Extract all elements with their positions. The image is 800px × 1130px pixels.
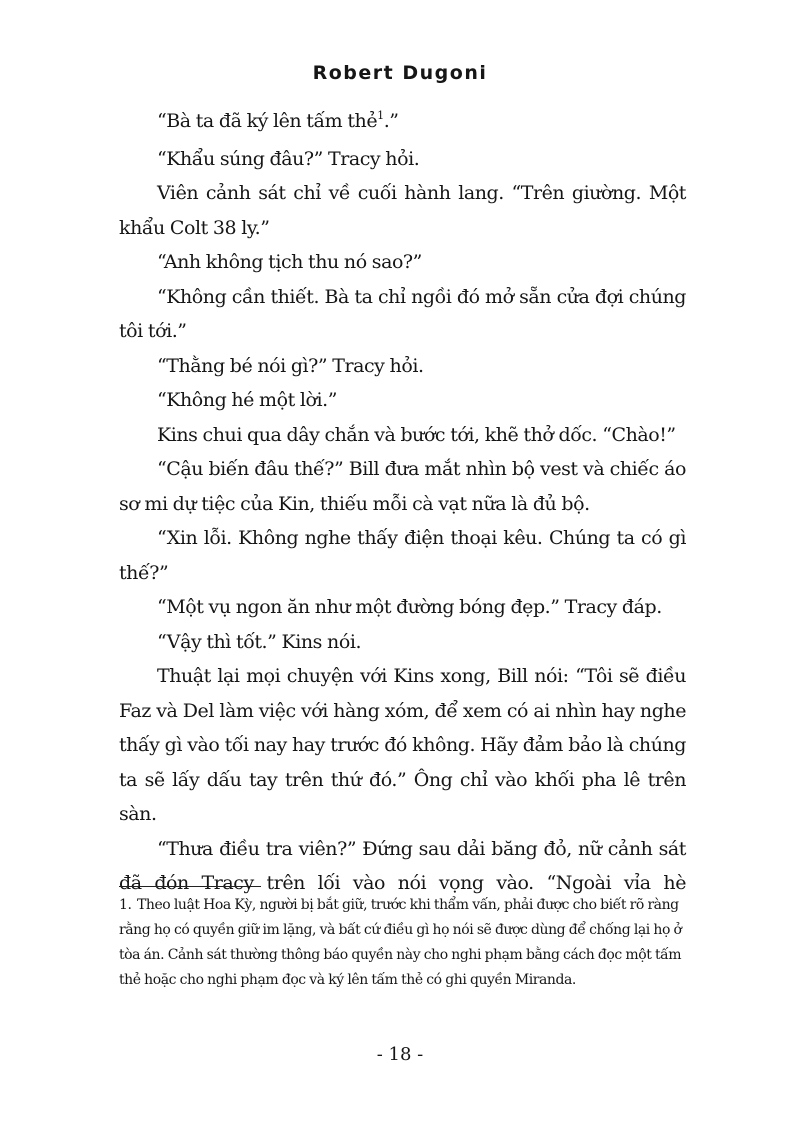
paragraph-1-closing: .”	[383, 110, 399, 132]
paragraph-2: “Khẩu súng đâu?” Tracy hỏi.	[157, 147, 420, 170]
footnote-number: 1.	[119, 897, 132, 913]
body-text	[119, 104, 686, 901]
paragraph-8: Kins chui qua dây chắn và bước tới, khẽ thở dốc. “Chào!”	[157, 423, 676, 446]
paragraph-13: Thuật lại mọi chuyện với Kins xong, Bill nói: “Tôi sẽ điều Faz và Del làm việc với hàng xóm, để xem có ai nhìn hay nghe thấy gì vào tối nay hay trước đó không. Hãy đảm bảo là chúng ta sẽ lấy dấu tay trên thứ đó.” Ông chỉ vào khối pha lê trên sàn.	[119, 665, 686, 825]
paragraph-7: “Không hé một lời.”	[157, 389, 337, 411]
footnote	[119, 893, 687, 993]
paragraph-1	[119, 104, 686, 142]
running-header-author: Robert Dugoni	[312, 62, 488, 84]
paragraph-12: “Vậy thì tốt.” Kins nói.	[157, 630, 362, 653]
footnote-text: Theo luật Hoa Kỳ, người bị bắt giữ, trước khi thẩm vấn, phải được cho biết rõ ràng rằng họ có quyền giữ im lặng, và bất cứ điều gì họ nói sẽ được dùng để chống lại họ ở tòa án. Cảnh sát thường thông báo quyền này cho nghi phạm bằng cách đọc một tấm thẻ hoặc cho nghi phạm đọc và ký lên tấm thẻ có ghi quyền Miranda.	[119, 897, 682, 988]
paragraph-9: “Cậu biến đâu thế?” Bill đưa mắt nhìn bộ vest và chiếc áo sơ mi dự tiệc của Kin, thiếu mỗi cà vạt nữa là đủ bộ.	[119, 458, 686, 515]
paragraph-11: “Một vụ ngon ăn như một đường bóng đẹp.” Tracy đáp.	[157, 596, 662, 618]
paragraph-3: Viên cảnh sát chỉ về cuối hành lang. “Trên giường. Một khẩu Colt 38 ly.”	[119, 182, 686, 239]
paragraph-10: “Xin lỗi. Không nghe thấy điện thoại kêu. Chúng ta có gì thế?”	[119, 527, 686, 584]
paragraph-1-text: “Bà ta đã ký lên tấm thẻ	[157, 110, 378, 132]
page-number: - 18 -	[376, 1044, 424, 1065]
footnote-reference: 1	[377, 109, 384, 122]
paragraph-14: “Thưa điều tra viên?” Đứng sau dải băng đỏ, nữ cảnh sát đã đón Tracy trên lối vào nói vọng vào. “Ngoài vỉa hè	[119, 837, 686, 894]
footnote-separator	[119, 886, 261, 887]
paragraph-5: “Không cần thiết. Bà ta chỉ ngồi đó mở sẵn cửa đợi chúng tôi tới.”	[119, 285, 686, 342]
paragraph-4: “Anh không tịch thu nó sao?”	[157, 251, 422, 273]
paragraph-6: “Thằng bé nói gì?” Tracy hỏi.	[157, 354, 424, 377]
